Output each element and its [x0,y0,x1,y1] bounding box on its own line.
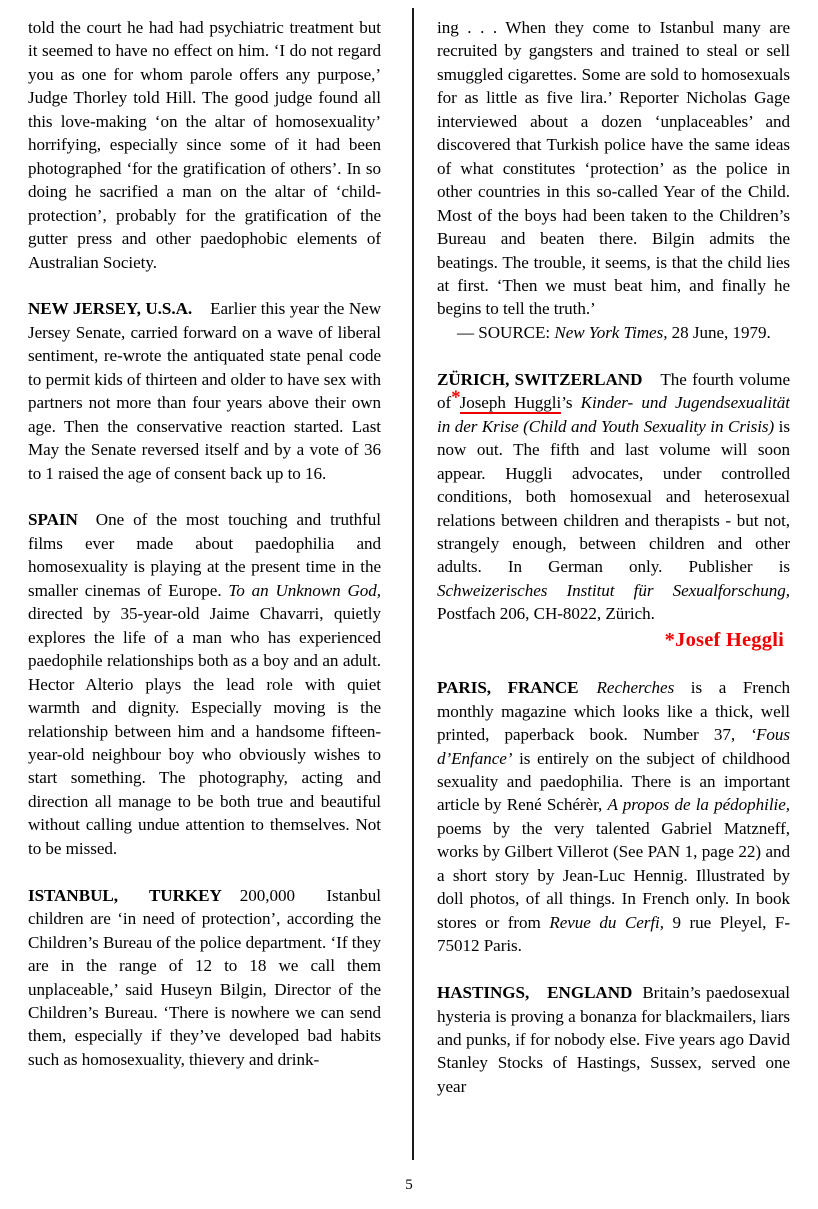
issue-title-paris: ‘Fous d’Enfance’ [437,725,790,768]
place-heading-paris: PARIS, FRANCE [437,678,579,698]
article-title-paris: A propos de la pédophilie, [607,795,790,815]
publisher-name-paris: Revue du Cerfi, [549,912,664,932]
body-text-zurich-2: is now out. The fifth and last volume will soon appear. Huggli advocates, under controlled conditions, both homosexual and heterosexual relations between children and therapists - but not, strangely enough, between children and other adults. In German only. Publisher is [437,416,790,577]
body-text-paris-2: is entirely on the subject of childhood sexuality and paedophilia. There is an important article by René Schérèr, [437,748,790,815]
place-heading-spain: SPAIN [28,510,78,530]
body-text-paris-1: is a French monthly magazine which looks like a thick, well printed, paperback book. Number 37, [437,678,790,745]
book-title-zurich: Kinder- und Jugendsexualität in der Krise (Child and Youth Sexuality in Crisis) [437,393,790,436]
source-publication-title: New York Times, [554,322,668,342]
source-date: 28 June, 1979. [671,322,771,342]
right-column [437,16,790,1161]
paragraph-zurich [437,368,790,653]
paragraph-spain [28,508,381,860]
magazine-title-paris: Recherches [596,678,675,698]
place-heading-istanbul: ISTANBUL, TURKEY [28,885,222,905]
two-column-body [28,16,790,1161]
paragraph-hastings [437,981,790,1098]
paragraph-istanbul [28,884,381,1072]
body-text-new-jersey: Earlier this year the New Jersey Senate, carried forward on a wave of liberal sentiment, re-wrote the antiquated state penal code to permit kids of thirteen and older to have sex with partners not more than four years above their own age. Then the conservative reaction started. Last May the Senate reversed itself and by a vote of 36 to 1 raised the age of consent back up to 16. [28,299,381,483]
paragraph-istanbul-continued: ing . . . When they come to Istanbul many are recruited by gangsters and trained to steal or sell smuggled cigarettes. Some are sold to homosexuals for as little as five lira.’ Reporter Nicholas Gage interviewed about a dozen ‘unplaceables’ and discovered that Turkish police have the same ideas of what constitutes ‘protection’ as the police in other countries in this so-called Year of the Child. Most of the boys had been taken to the Children’s Bureau and beaten there. Bilgin admits the beatings. The trouble, it seems, is that the child lies at first. ‘Then we must beat him, and finally he begins to tell the truth.’ [437,18,790,319]
place-heading-new-jersey: NEW JERSEY, U.S.A. [28,299,193,319]
handwritten-correction-josef-heggli: *Josef Heggli [664,628,784,651]
body-text-hastings: Britain’s paedosexual hysteria is proving a bonanza for blackmailers, liars and punks, if for nobody else. Five years ago David Stanley Stocks of Hastings, Sussex, served one year [437,983,790,1096]
body-text-zurich-1: The fourth volume of [437,369,790,413]
place-heading-hastings-country: ENGLAND [547,983,633,1003]
film-title-spain: To an Unknown God, [228,580,381,600]
body-text-zurich-3: Postfach 206, CH-8022, Zürich. [437,604,655,624]
place-heading-hastings: HASTINGS, [437,983,530,1003]
paragraph-continued-hill: told the court he had had psychiatric treatment but it seemed to have no effect on him. ‘I do not regard you as one for whom parole offers any purpose,’ Judge Thorley told Hill. The good judge found all this love-making ‘on the altar of homosexuality’ horrifying, especially since some of it had been photographed ‘for the gratification of others’. In so doing he sacrified a man on the altar of ‘child-protection’, probably for the gratification of the gutter press and other paedophobic elements of Australian Society. [28,18,381,272]
place-heading-zurich: ZÜRICH, SWITZERLAND [437,369,643,389]
publisher-name-zurich: Schweizerisches Institut für Sexualforschung, [437,580,790,600]
body-text-spain-1: One of the most touching and truthful films ever made about paedophilia and homosexuality is playing at the present time in the smaller cinemas of Europe. [28,510,381,600]
body-text-istanbul: 200,000 Istanbul children are ‘in need of protection’, according the Children’s Bureau of the police department. ‘If they are in the range of 12 to 18 we call them unplaceable,’ said Huseyn Bilgin, Director of the Children’s Bureau. ‘There is nowhere we can send them, especially if they’ve developed bad habits such as homosexuality, thievery and drink- [28,885,381,1069]
underlined-author-name: Joseph Huggli [459,393,562,413]
body-text-spain-2: directed by 35-year-old Jaime Chavarri, quietly explores the life of a man who has experienced paedophile relationships both as a boy and an adult. Hector Alterio plays the lead role with quiet warmth and dignity. Especially moving is the relationship between him and a handsome fifteen-year-old neighbour boy who obviously wishes to start something. The photography, acting and direction all manage to be both true and beautiful without calling undue attention to themselves. Not to be missed. [28,604,381,858]
source-label: — SOURCE: [457,322,551,342]
paragraph-paris [437,676,790,957]
page-number: 5 [405,1177,413,1193]
body-text-paris-3: poems by the very talented Gabriel Matzneff, works by Gilbert Villerot (See PAN 1, page 22) and a short story by Jean-Luc Hennig. Illustrated by doll photos, of all things. In French only. In book stores or from [437,818,790,932]
left-column [28,16,381,1161]
body-text-paris-4: 9 rue Pleyel, F-75012 Paris. [437,912,790,956]
red-asterisk-annotation-icon: * [451,386,461,408]
paragraph-istanbul-source [437,321,790,344]
possessive-suffix: ’s [561,393,573,413]
paragraph-new-jersey [28,297,381,485]
